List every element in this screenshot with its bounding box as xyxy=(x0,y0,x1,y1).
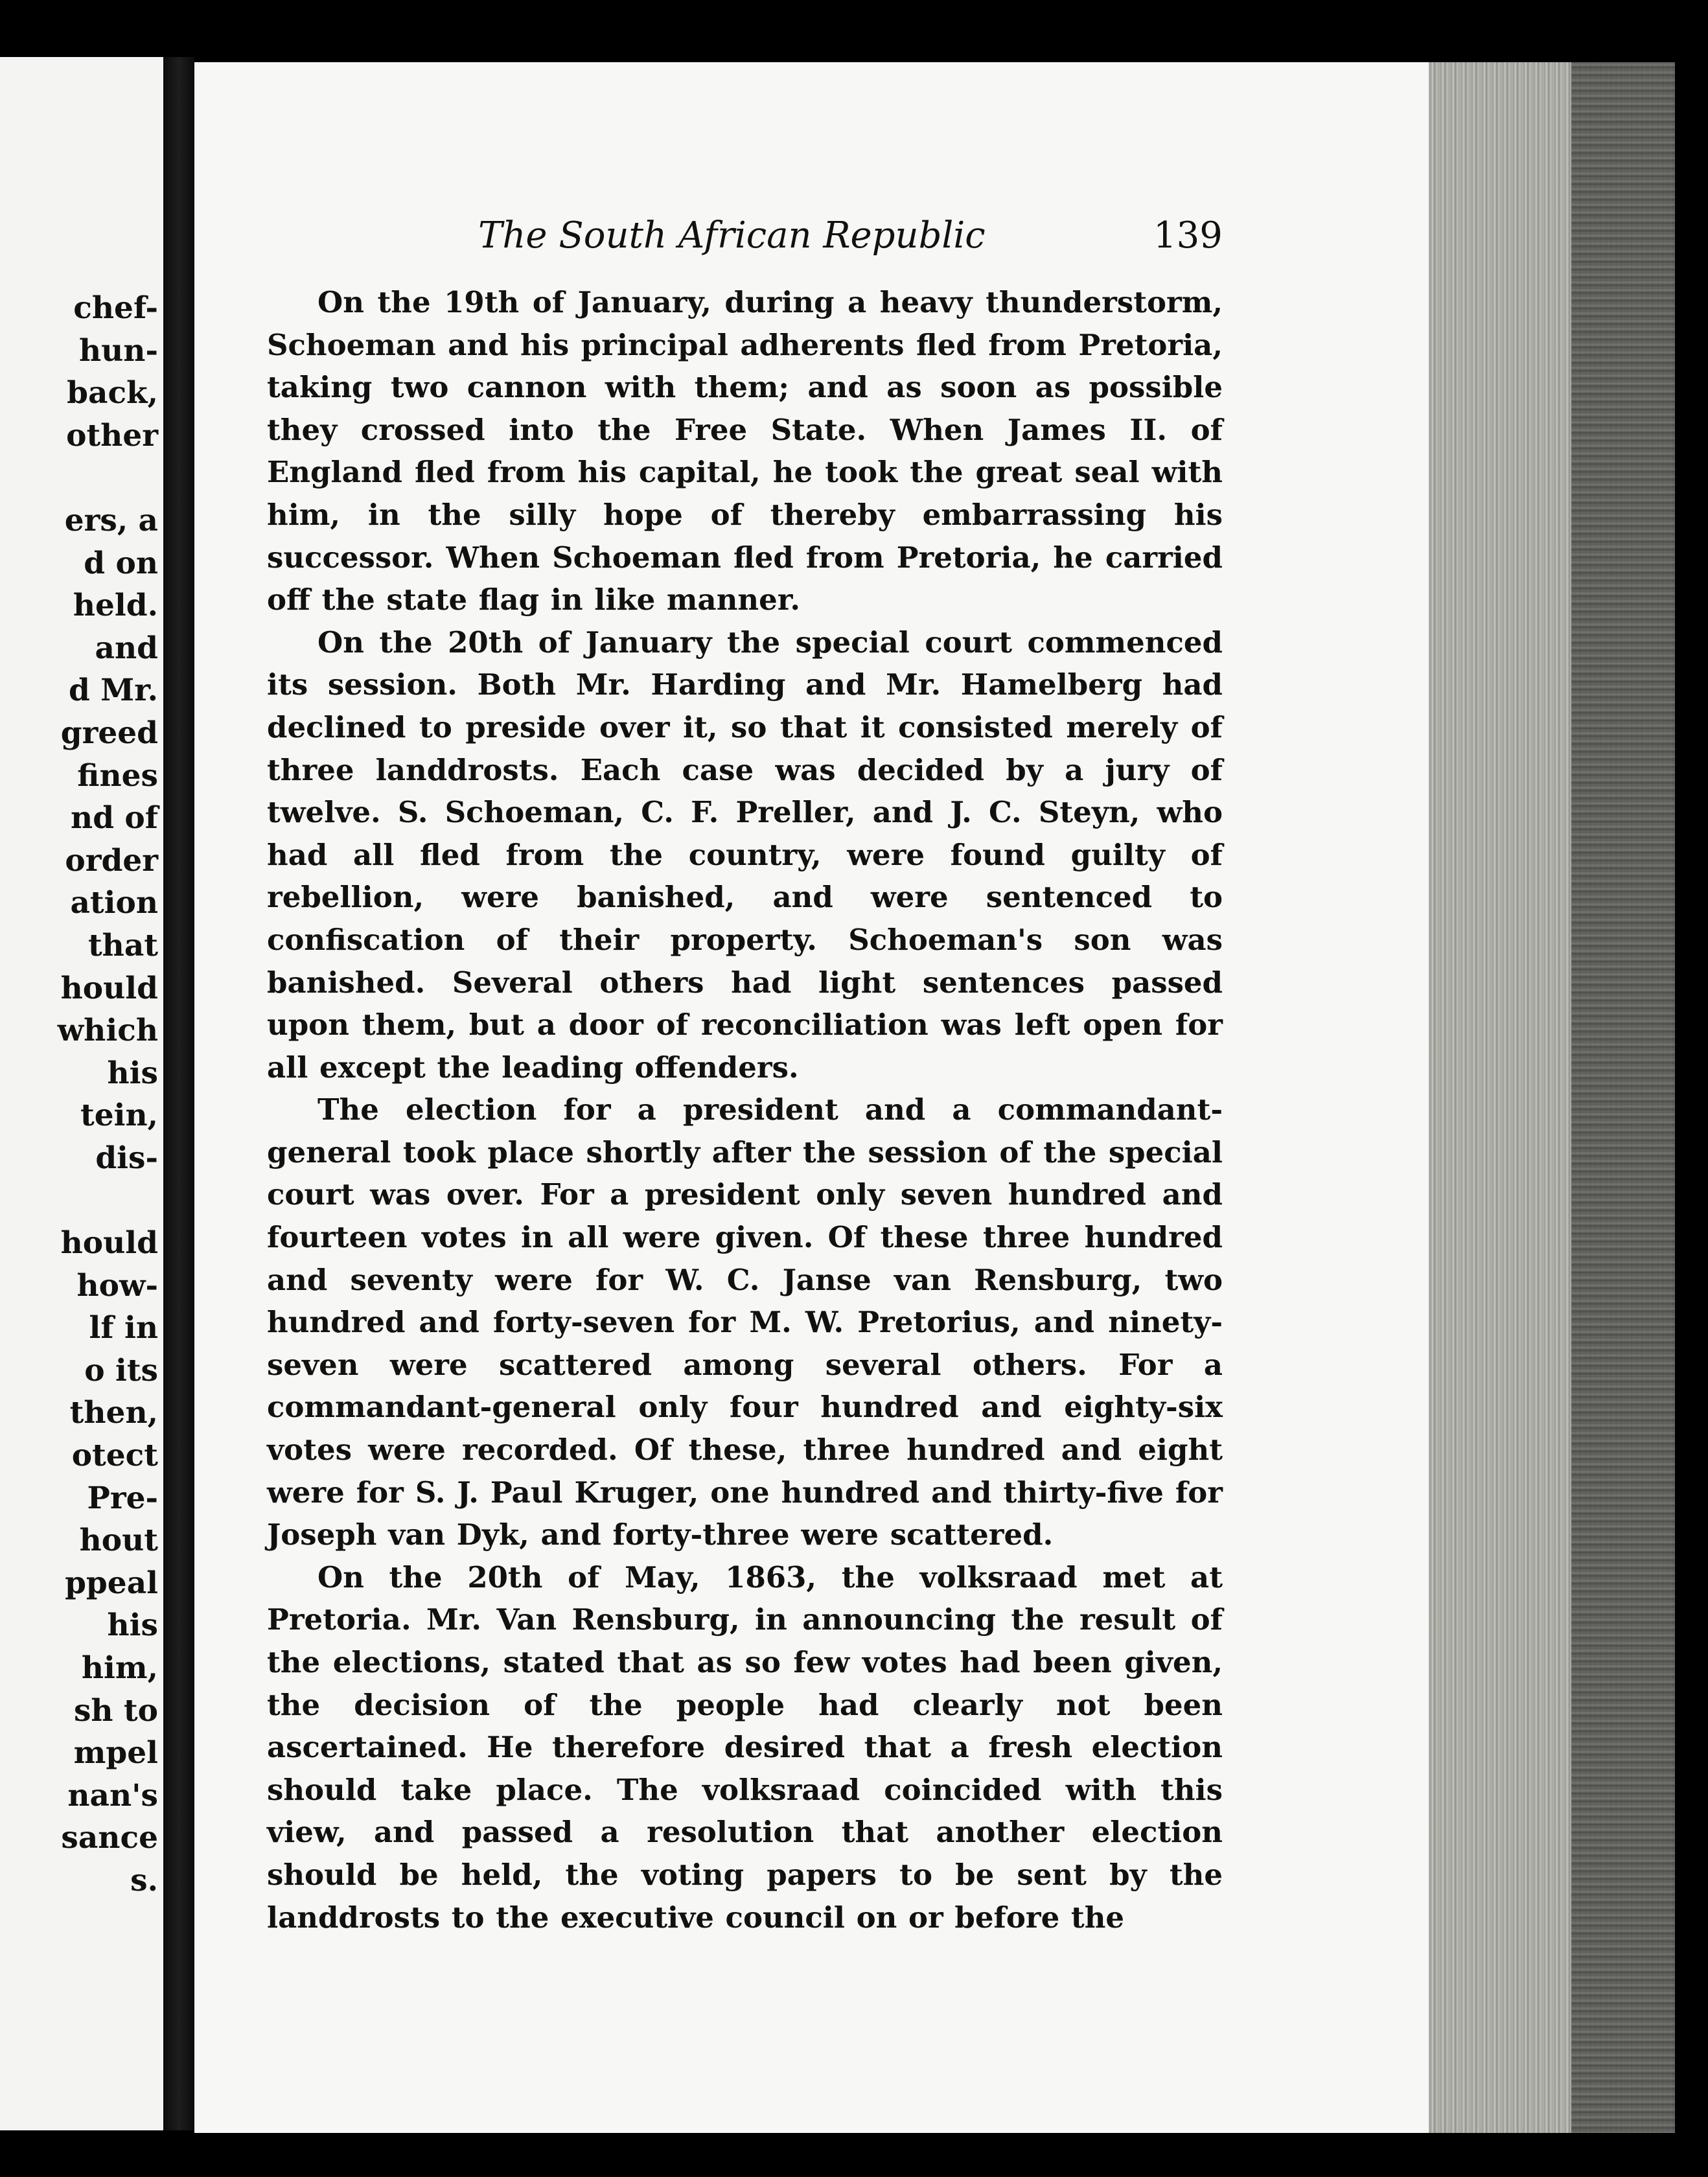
facing-line: which xyxy=(57,1013,158,1049)
facing-line: mpel xyxy=(73,1735,158,1771)
facing-line: o its xyxy=(84,1352,158,1388)
book-page xyxy=(194,62,1429,2133)
page-edges xyxy=(1429,62,1675,2133)
page-number: 139 xyxy=(1153,214,1223,257)
facing-line: sh to xyxy=(73,1692,158,1729)
facing-line: Pre- xyxy=(87,1480,158,1516)
facing-line: his xyxy=(107,1607,158,1644)
running-head xyxy=(194,210,1429,262)
paragraph: On the 20th of May, 1863, the volksraad met at Pretoria. Mr. Van Rensburg, in announcing the result of the elections, stated that as so few votes had been given, the decision of the people had clearly not been ascertained. He therefore desired that a fresh election should take place. The volksraad coincided with this view, and passed a resolution that another election should be held, the voting papers to be sent by the landdrosts to the executive council on or before the xyxy=(267,1560,1223,1935)
facing-line: ppeal xyxy=(65,1565,158,1601)
facing-line: hout xyxy=(79,1523,158,1559)
facing-line: fines xyxy=(77,757,158,794)
facing-line: d on xyxy=(84,545,158,581)
facing-line: greed xyxy=(60,715,158,751)
facing-line: d Mr. xyxy=(68,673,158,709)
facing-line: lf in xyxy=(89,1310,158,1346)
facing-line: hould xyxy=(60,1225,158,1261)
facing-line: order xyxy=(65,842,158,879)
facing-line: sance xyxy=(61,1820,158,1856)
paragraph: On the 19th of January, during a heavy thunderstorm, Schoeman and his principal adherents fled from Pretoria, taking two cannon with them; and as soon as possible they crossed into the Free State. When James II. of England fled from his capital, he took the great seal with him, in the silly hope of thereby embarrassing his successor. When Schoeman fled from Pretoria, he carried off the state flag in like manner. xyxy=(267,285,1223,617)
facing-line: that xyxy=(87,927,158,963)
facing-line: back, xyxy=(67,375,158,411)
facing-line: nd of xyxy=(71,800,158,836)
paragraph: The election for a president and a commandant-general took place shortly after the session of the special court was over. For a president only seven hundred and fourteen votes in all were given. Of these three hundred and seventy were for W. C. Janse van Rensburg, two hundred and forty-seven for M. W. Pretorius, and ninety-seven were scattered among several others. For a commandant-general only four hundred and eighty-six votes were recorded. Of these, three hundred and eight were for S. J. Paul Kruger, one hundred and thirty-five for Joseph van Dyk, and forty-three were scattered. xyxy=(267,1092,1223,1552)
facing-line: then, xyxy=(69,1395,158,1431)
facing-line: s. xyxy=(130,1862,158,1898)
facing-line: his xyxy=(107,1055,158,1091)
facing-page xyxy=(0,57,163,2130)
facing-line: other xyxy=(66,417,158,454)
running-title: The South African Republic xyxy=(478,214,986,257)
facing-line: and xyxy=(95,630,158,666)
facing-line: chef- xyxy=(73,290,158,326)
facing-line: how- xyxy=(76,1267,158,1304)
facing-line: hould xyxy=(60,970,158,1006)
facing-line: him, xyxy=(81,1650,158,1686)
facing-line: ers, a xyxy=(64,502,158,538)
facing-line: held. xyxy=(73,588,158,624)
facing-line: hun- xyxy=(78,332,158,369)
paragraph: On the 20th of January the special court commenced its session. Both Mr. Harding and Mr. Hamelberg had declined to preside over it, so that it consisted merely of three landdrosts. Each case was decided by a jury of twelve. S. Schoeman, C. F. Preller, and J. C. Steyn, who had all fled from the country, were found guilty of rebellion, were banished, and were sentenced to confiscation of their property. Schoeman's son was banished. Several others had light sentences passed upon them, but a door of reconciliation was left open for all except the leading offenders. xyxy=(267,625,1223,1085)
facing-line: ation xyxy=(70,885,158,921)
facing-page-text xyxy=(58,287,158,1902)
facing-line: otect xyxy=(71,1438,158,1474)
facing-line: nan's xyxy=(67,1777,158,1814)
book-gutter xyxy=(163,57,194,2130)
body-text xyxy=(267,281,1223,1939)
facing-line: tein, xyxy=(80,1098,158,1134)
facing-line: dis- xyxy=(95,1140,158,1176)
